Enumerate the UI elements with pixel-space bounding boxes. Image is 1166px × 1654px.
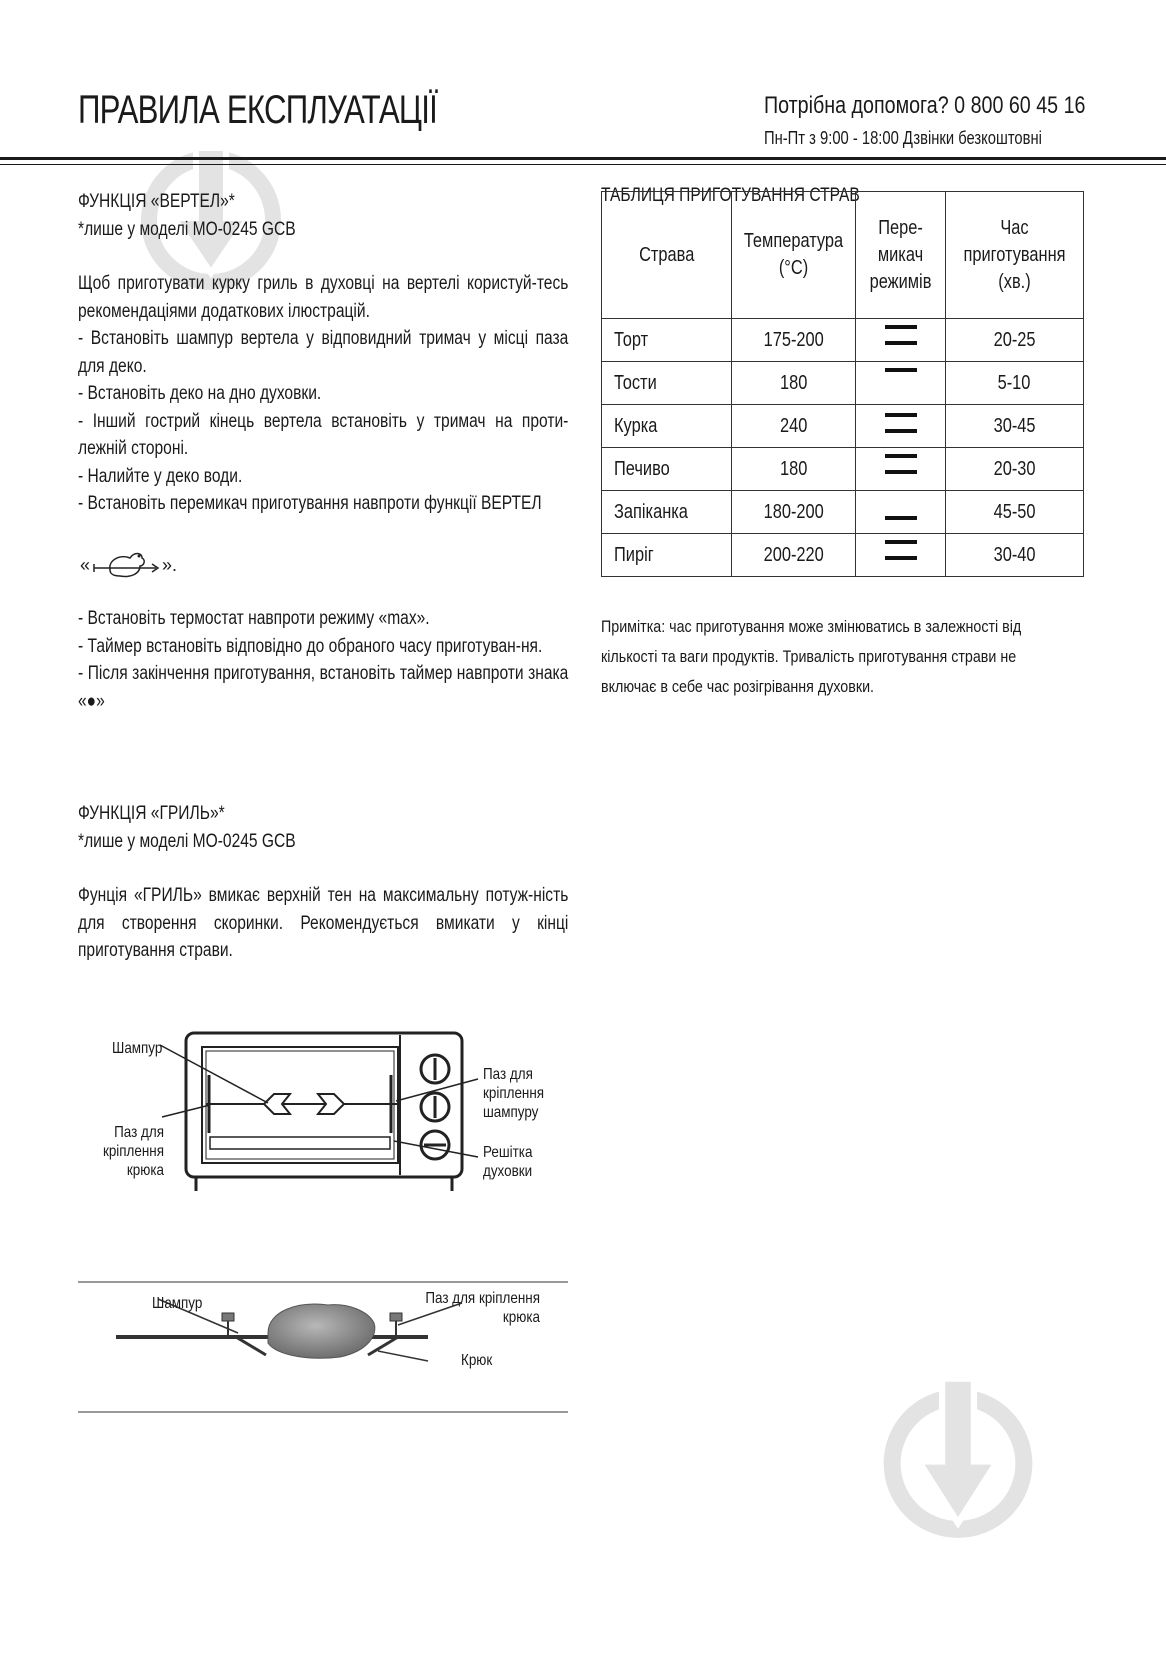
top-bottom-heat-icon	[883, 451, 919, 481]
spit-diagram	[78, 1281, 568, 1413]
spit-label-slot: Паз для кріплення крюка	[425, 1290, 540, 1326]
table-note: Примітка: час приготування може змінюватись в залежності від кількості та ваги продуктів. Тривалість приготування страви не включає в себе час розігрівання духовки.	[601, 617, 1022, 696]
label-hook-slot: Паз для кріплення крюка	[102, 1124, 164, 1179]
table-row: Курка 240 30-45	[602, 405, 1084, 448]
rotisserie-steps-2	[78, 605, 568, 715]
grill-heading: ФУНКЦІЯ «ГРИЛЬ»*	[78, 803, 225, 824]
table-row: Тости 180 5-10	[602, 362, 1084, 405]
watermark-logo-icon	[878, 1370, 1038, 1540]
label-skewer-slot: Паз для кріплення шампуру	[483, 1066, 545, 1121]
bottom-heat-icon	[883, 494, 919, 524]
label-skewer: Шампур	[112, 1040, 163, 1057]
rotisserie-step: - Встановіть шампур вертела у відповидний тримач у місці паза для деко.	[78, 328, 569, 377]
rotisserie-step: - Встановіть перемикач приготування навпроти функції ВЕРТЕЛ	[78, 493, 542, 514]
top-bottom-heat-icon	[883, 322, 919, 352]
rotisserie-icon-line: « ».	[80, 548, 177, 582]
spit-label-hook: Крюк	[461, 1352, 493, 1369]
rotisserie-heading: ФУНКЦІЯ «ВЕРТЕЛ»*	[78, 191, 235, 212]
cooking-table	[601, 191, 1084, 577]
rotisserie-chicken-icon	[90, 548, 162, 582]
rotisserie-step: - Встановіть термостат навпроти режиму «max».	[78, 608, 430, 629]
rotisserie-step: - Таймер встановіть відповідно до обраного часу приготуван-ня.	[78, 635, 543, 657]
table-row: Запіканка 180-200 45-50	[602, 491, 1084, 534]
page-title: ПРАВИЛА ЕКСПЛУАТАЦІЇ	[78, 88, 437, 132]
header-divider	[0, 157, 1166, 160]
rotisserie-step: - Встановіть деко на дно духовки.	[78, 383, 322, 404]
oven-diagram	[78, 1025, 578, 1205]
spit-label-skewer: Шампур	[152, 1295, 203, 1312]
rotisserie-step: - Інший гострий кінець вертела встановіть у тримач на проти-лежній стороні.	[78, 410, 569, 459]
rotisserie-section	[78, 188, 568, 518]
top-heat-icon	[883, 365, 919, 395]
label-rack: Решітка духовки	[483, 1144, 533, 1180]
support-hours: Пн-Пт з 9:00 - 18:00 Дзвінки безкоштовні	[764, 128, 1042, 148]
grill-text: Фунція «ГРИЛЬ» вмикає верхній тен на максимальну потуж-ність для створення скоринки. Рекомендується вмикати у кінці приготування страви.	[78, 885, 569, 961]
col-header-dish: Страва	[602, 192, 732, 319]
header-divider-thin	[0, 164, 1166, 165]
rotisserie-step: - Налийте у деко води.	[78, 465, 243, 487]
table-row: Печиво 180 20-30	[602, 448, 1084, 491]
table-title: ТАБЛИЦЯ ПРИГОТУВАННЯ СТРАВ	[601, 185, 860, 206]
rotisserie-intro: Щоб приготувати курку гриль в духовці на вертелі користуй-тесь рекомендаціями додаткових ілюстрацій.	[78, 273, 569, 322]
top-bottom-heat-icon	[883, 537, 919, 567]
col-header-time: Час приготування (хв.)	[946, 192, 1084, 319]
table-header-row	[602, 192, 1084, 319]
grill-section	[78, 800, 568, 965]
top-bottom-heat-icon	[883, 408, 919, 438]
rotisserie-step: - Після закінчення приготування, встановіть таймер навпроти знака «●»	[78, 663, 569, 712]
support-phone: Потрібна допомога? 0 800 60 45 16	[764, 92, 1086, 119]
table-row: Торт 175-200 20-25	[602, 319, 1084, 362]
col-header-mode: Пере- микач режимів	[856, 192, 946, 319]
grill-model-note: *лише у моделі MO-0245 GCB	[78, 830, 296, 852]
table-row: Пиріг 200-220 30-40	[602, 534, 1084, 577]
col-header-temp: Температура (°C)	[732, 192, 856, 319]
rotisserie-model-note: *лише у моделі MO-0245 GCB	[78, 218, 296, 240]
